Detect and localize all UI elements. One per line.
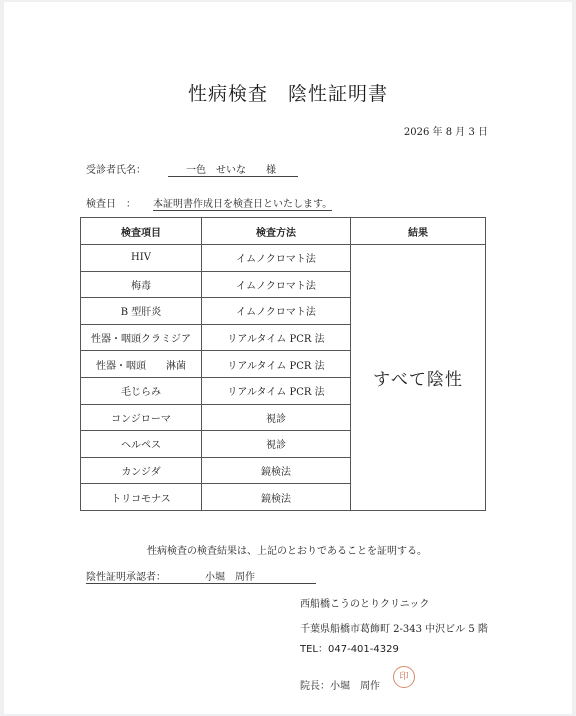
exam-method: イムノクロマト法 xyxy=(202,271,351,298)
exam-item: HIV xyxy=(81,245,202,272)
exam-method: イムノクロマト法 xyxy=(202,245,351,272)
issue-date: 2026 年 8 月 3 日 xyxy=(403,127,488,138)
table-row xyxy=(81,245,486,272)
exam-item: 性器・咽頭クラミジア xyxy=(81,324,202,351)
header-exam-item: 検査項目 xyxy=(81,218,202,245)
table-header-row xyxy=(81,218,486,245)
exam-item: 梅毒 xyxy=(81,271,202,298)
director-name: 院長：小堀 周作 xyxy=(300,681,380,692)
exam-item: 毛じらみ xyxy=(81,377,202,404)
exam-date-value: 本証明書作成日を検査日といたします。 xyxy=(153,195,332,211)
exam-item: トリコモナス xyxy=(81,484,202,511)
exam-date-label: 検査日 ： xyxy=(86,199,136,210)
exam-method: イムノクロマト法 xyxy=(202,298,351,325)
clinic-seal-icon: 印 xyxy=(393,666,415,688)
certification-statement: 性病検査の検査結果は、上記のとおりであることを証明する。 xyxy=(147,546,427,557)
exam-item: コンジローマ xyxy=(81,404,202,431)
header-exam-method: 検査方法 xyxy=(202,218,351,245)
exam-results-table xyxy=(80,217,486,511)
clinic-tel: TEL：047-401-4329 xyxy=(300,644,399,655)
exam-method: 視診 xyxy=(202,431,351,458)
exam-item: 性器・咽頭 淋菌 xyxy=(81,351,202,378)
document-title: 性病検査 陰性証明書 xyxy=(187,83,388,105)
exam-method: 鏡検法 xyxy=(202,457,351,484)
clinic-name: 西船橋こうのとりクリニック xyxy=(300,599,430,610)
exam-item: B 型肝炎 xyxy=(81,298,202,325)
approver-name: 小堀 周作 xyxy=(205,572,255,583)
exam-method: リアルタイム PCR 法 xyxy=(202,377,351,404)
exam-method: リアルタイム PCR 法 xyxy=(202,351,351,378)
header-result: 結果 xyxy=(351,218,486,245)
approver-underline xyxy=(86,583,316,584)
approver-label: 陰性証明承認者： xyxy=(86,572,166,583)
exam-method: 鏡検法 xyxy=(202,484,351,511)
exam-item: カンジダ xyxy=(81,457,202,484)
exam-method: リアルタイム PCR 法 xyxy=(202,324,351,351)
patient-name: 一色 せいな 様 xyxy=(168,161,298,177)
patient-label: 受診者氏名： xyxy=(86,165,146,176)
result-cell: すべて陰性 xyxy=(351,245,486,511)
exam-method: 視診 xyxy=(202,404,351,431)
clinic-address: 千葉県船橋市葛飾町 2-343 中沢ビル 5 階 xyxy=(300,624,488,635)
exam-item: ヘルペス xyxy=(81,431,202,458)
